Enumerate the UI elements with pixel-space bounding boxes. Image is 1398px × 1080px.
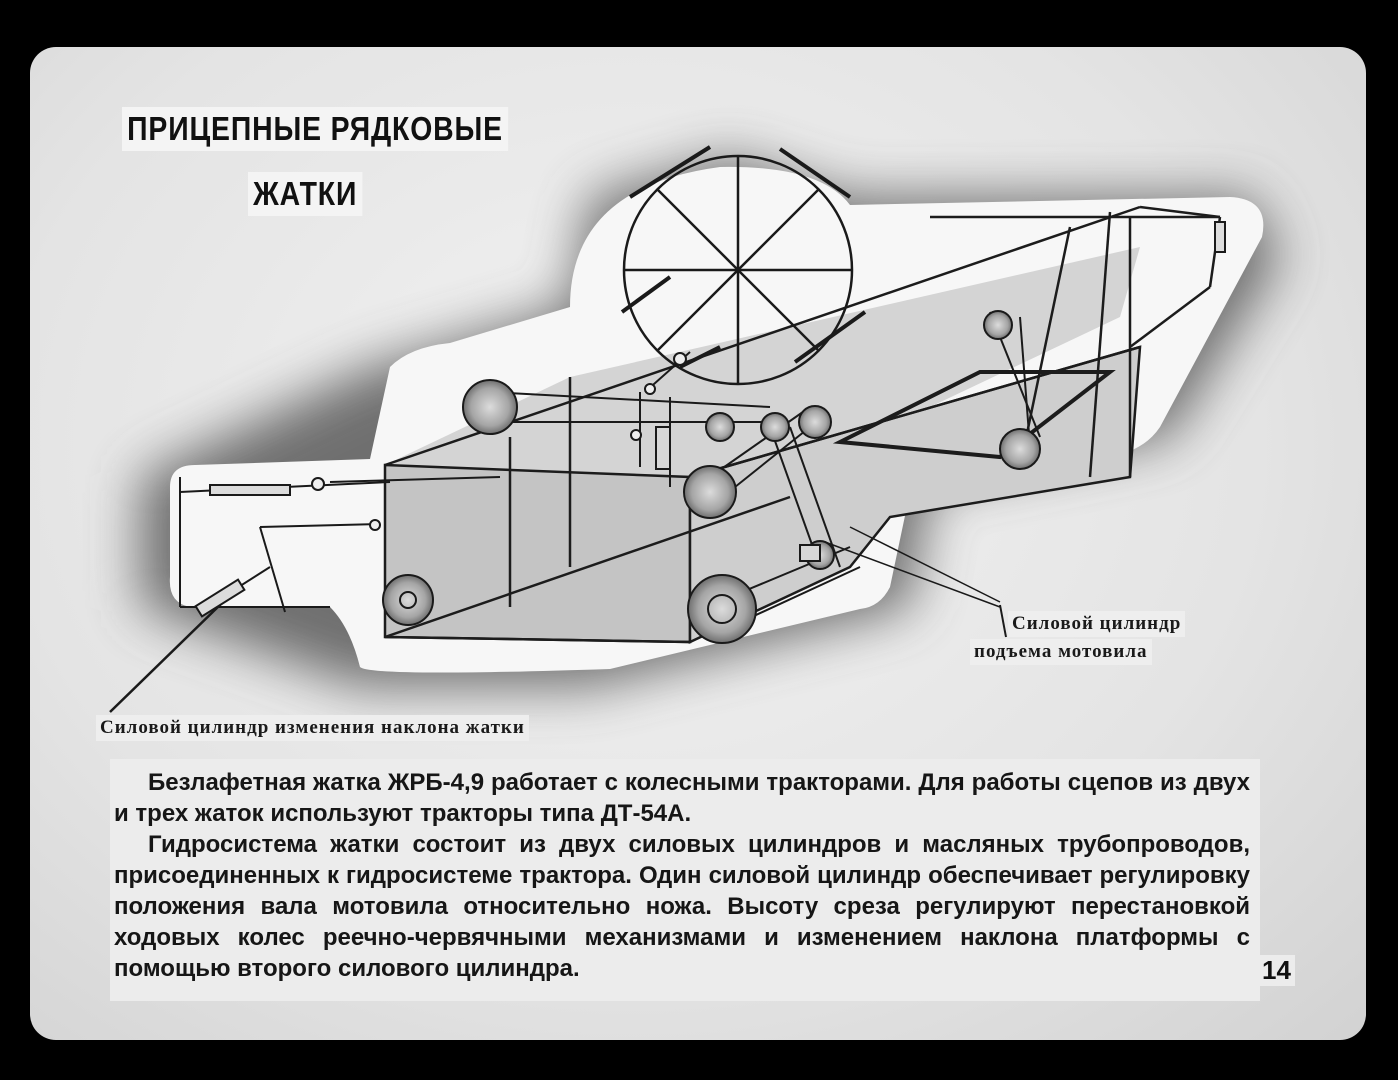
slide [30,47,1366,1040]
reel-cylinder-label-line-1: Силовой цилиндр [1008,611,1185,637]
hinge [631,430,641,440]
leader-reel [1000,605,1006,637]
pulley [684,466,736,518]
reel-lift-cylinder-2 [800,545,820,561]
pulley [984,311,1012,339]
tilt-cylinder-label: Силовой цилиндр изменения наклона жатки [96,715,529,741]
wheel [688,575,756,643]
hinge [645,384,655,394]
description-text [110,759,1260,1001]
page-title-line-1: ПРИЦЕПНЫЕ РЯДКОВЫЕ [122,107,508,151]
pulley [706,413,734,441]
tilt-cylinder-body [210,485,290,495]
wheel [383,575,433,625]
hinge [312,478,324,490]
pulley [761,413,789,441]
paragraph-2: Гидросистема жатки состоит из двух силовых цилиндров и масляных трубопроводов, присоединенных к гидросистеме трактора. Один силовой цилиндр обеспечивает регулировку положения вала мотовила относительно ножа. Высоту среза регулируют перестановкой ходовых колес реечно-червячными механизмами и изменением наклона платформы с помощью второго силового цилиндра. [114,831,1250,982]
pulley [799,406,831,438]
page-number: 14 [1258,955,1295,986]
page-title-line-2: ЖАТКИ [248,172,362,216]
pulley [1000,429,1040,469]
pulley [463,380,517,434]
reel-cylinder-label-line-2: подъема мотовила [970,639,1152,665]
hinge [370,520,380,530]
reel-lift-cylinder [656,427,670,469]
hinge [674,353,686,365]
paragraph-1: Безлафетная жатка ЖРБ-4,9 работает с колесными тракторами. Для работы сцепов из двух и трех жаток используют тракторы типа ДТ-54А. [114,769,1250,827]
platform-front [385,465,690,642]
end-fitting [1215,222,1225,252]
